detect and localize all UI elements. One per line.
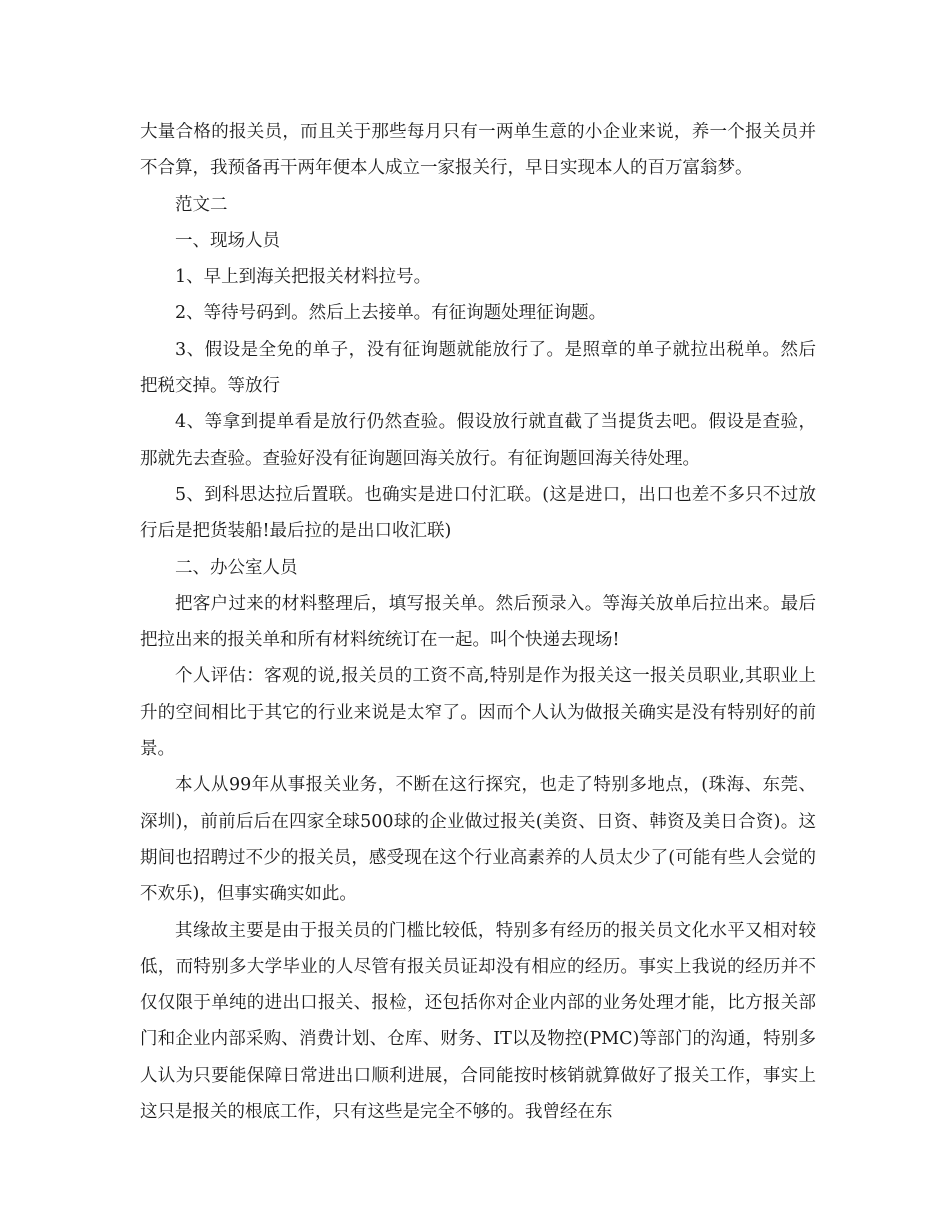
list-item-step-2: 2、等待号码到。然后上去接单。有征询题处理征询题。 bbox=[175, 303, 607, 324]
list-item-step-1: 1、早上到海关把报关材料拉号。 bbox=[175, 267, 432, 288]
paragraph-experience: 本人从99年从事报关业务，不断在这行探究，也走了特别多地点，(珠海、东莞、深圳)，前前后后在四家全球500球的企业做过报关(美资、日资、韩资及美日合资)。这期间也招聘过不少的报关员，感受现在这个行业高素养的人员太少了(可能有些人会觉的不欢乐)，但事实确实如此。 bbox=[140, 775, 816, 905]
list-item-step-4: 4、等拿到提单看是放行仍然查验。假设放行就直截了当提货去吧。假设是查验，那就先去查验。查验好没有征询题回海关放行。有征询题回海关待处理。 bbox=[140, 412, 816, 469]
paragraph-office-duties: 把客户过来的材料整理后，填写报关单。然后预录入。等海关放单后拉出来。最后把拉出来的报关单和所有材料统统订在一起。叫个快递去现场! bbox=[140, 593, 816, 651]
section-heading-sample-two: 范文二 bbox=[175, 194, 228, 215]
paragraph-personal-assessment: 个人评估：客观的说,报关员的工资不高,特别是作为报关这一报关员职业,其职业上升的空间相比于其它的行业来说是太窄了。因而个人认为做报关确实是没有特别好的前景。 bbox=[140, 666, 816, 760]
paragraph-reasons: 其缘故主要是由于报关员的门槛比较低，特别多有经历的报关员文化水平又相对较低，而特别多大学毕业的人尽管有报关员证却没有相应的经历。事实上我说的经历并不仅仅限于单纯的进出口报关、报检，还包括你对企业内部的业务处理才能，比方报关部门和企业内部采购、消费计划、仓库、财务、IT以及物控(PMC)等部门的沟通，特别多人认为只要能保障日常进出口顺利进展，合同能按时核销就算做好了报关工作，事实上这只是报关的根底工作，只有这些是完全不够的。我曾经在东 bbox=[140, 920, 816, 1123]
paragraph-continuation: 大量合格的报关员，而且关于那些每月只有一两单生意的小企业来说，养一个报关员并不合算，我预备再干两年便本人成立一家报关行，早日实现本人的百万富翁梦。 bbox=[140, 122, 816, 179]
list-item-step-5: 5、到科思达拉后置联。也确实是进口付汇联。(这是进口，出口也差不多只不过放行后是把货装船!最后拉的是出口收汇联) bbox=[140, 484, 816, 542]
section-heading-office-staff: 二、办公室人员 bbox=[175, 557, 298, 578]
list-item-step-3: 3、假设是全免的单子，没有征询题就能放行了。是照章的单子就拉出税单。然后把税交掉。等放行 bbox=[140, 339, 816, 397]
section-heading-onsite-staff: 一、现场人员 bbox=[175, 230, 280, 251]
document-body bbox=[140, 114, 816, 1130]
